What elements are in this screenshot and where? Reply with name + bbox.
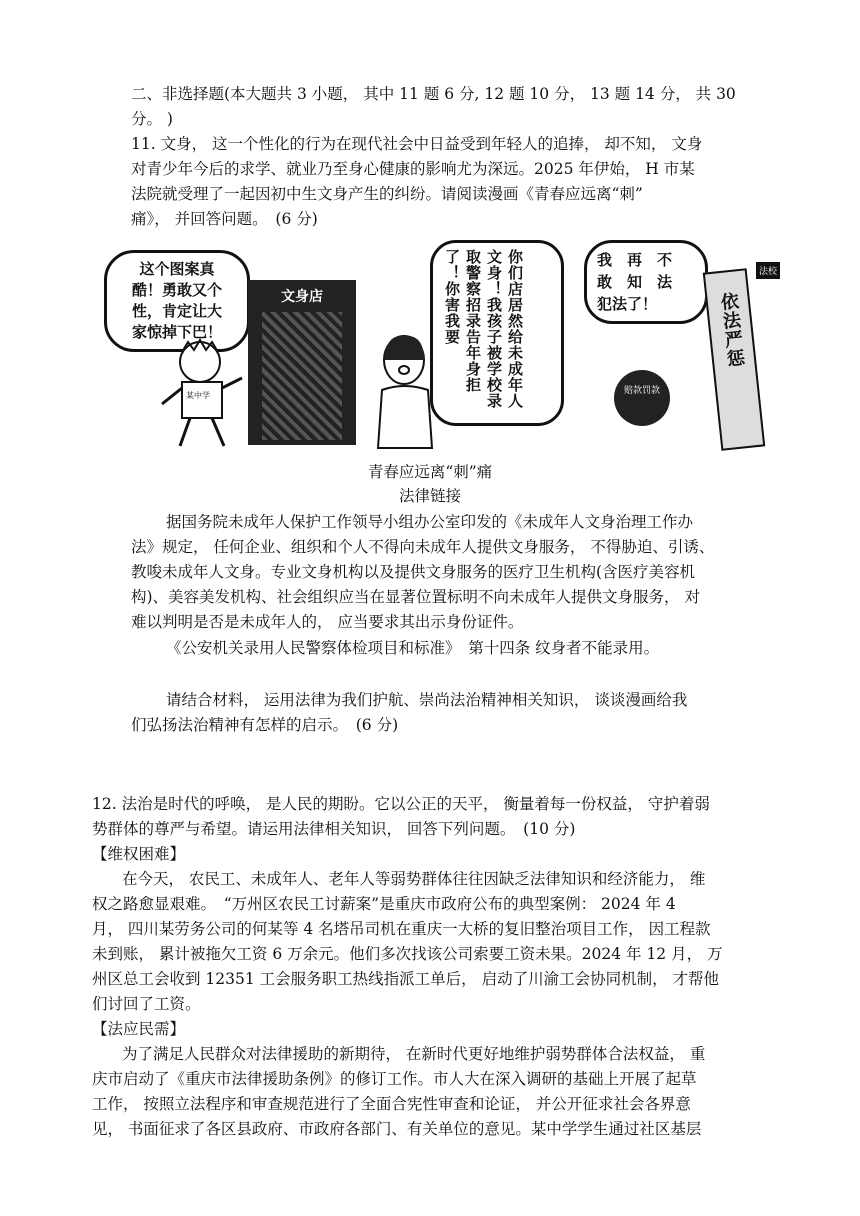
q12-para2-line-4: 见， 书面征求了各区县政府、市政府各部门、有关单位的意见。某中学学生通过社区基层: [92, 1120, 702, 1138]
q12-para2-line-1: 为了满足人民群众对法律援助的新期待， 在新时代更好地维护弱势群体合法权益， 重: [122, 1045, 706, 1063]
q12-heading-2: 【法应民需】: [92, 1020, 186, 1038]
q12-para1-line-1: 在今天， 农民工、未成年人、老年人等弱势群体往往因缺乏法律知识和经济能力， 维: [122, 870, 706, 888]
law-para-line-2: 法》规定， 任何企业、组织和个人不得向未成年人提供文身服务， 不得胁迫、引诱、: [131, 538, 715, 556]
panel3-bubble-line: 敢 知 法: [597, 273, 673, 291]
q12-para1-line-5: 州区总工会收到 12351 工会服务职工热线指派工单后， 启动了川渝工会协同机制， 才帮他: [92, 970, 720, 988]
q12-heading-1: 【维权困难】: [92, 845, 186, 863]
police-standard-line: 《公安机关录用人民警察体检项目和标准》 第十四条 纹身者不能录用。: [166, 639, 660, 657]
student-shirt-label: 某中学: [186, 391, 210, 400]
panel3-speech-bubble: [584, 240, 708, 324]
panel2-speech-bubble: [430, 240, 564, 426]
q11-intro-line-1: 11. 文身， 这一个性化的行为在现代社会中日益受到年轻人的追捧， 却不知， 文身: [131, 135, 703, 153]
comic-caption: 青春应远离“刺”痛: [367, 463, 493, 481]
section-heading-line-2: 分。 ): [131, 110, 173, 128]
law-link-title: 法律链接: [398, 487, 461, 505]
panel1-bubble-line: 这个图案真: [139, 260, 215, 278]
law-para-line-5: 难以判明是否是未成年人的， 应当要求其出示身份证件。: [131, 613, 524, 631]
q11-intro-line-3: 法院就受理了一起因初中生文身产生的纠纷。请阅读漫画《青春应远离“刺”: [131, 185, 643, 203]
mother-figure: [372, 330, 442, 450]
q11-task-line-2: 们弘扬法治精神有怎样的启示。 (6 分): [131, 716, 399, 734]
shop-sign: 文身店: [281, 289, 323, 305]
q12-intro-line-2: 势群体的尊严与希望。请运用法律相关知识， 回答下列问题。 (10 分): [92, 820, 576, 838]
section-heading-line-1: 二、非选择题(本大题共 3 小题， 其中 11 题 6 分, 12 题 10 分， 13 题 14 分， 共 30: [131, 85, 736, 103]
law-para-line-4: 构)、美容美发机构、社会组织应当在显著位置标明不向未成年人提供文身服务， 对: [131, 588, 700, 606]
money-bag-label: 赔款罚款: [623, 386, 660, 396]
q12-para2-line-3: 工作， 按照立法程序和审查规范进行了全面合宪性审查和论证， 并公开征求社会各界意: [92, 1095, 691, 1113]
law-sword: [703, 268, 765, 451]
shop-door: [262, 312, 342, 440]
q11-intro-line-4: 痛》， 并回答问题。 (6 分): [131, 210, 318, 228]
money-bag: [614, 370, 670, 426]
sword-text: 依法严惩: [716, 291, 746, 369]
q12-para2-line-2: 庆市启动了《重庆市法律援助条例》的修订工作。市人大在深入调研的基础上开展了起草: [92, 1070, 697, 1088]
comic-strip: [90, 240, 790, 450]
law-para-line-1: 据国务院未成年人保护工作领导小组办公室印发的《未成年人文身治理工作办: [166, 513, 694, 531]
tattoo-shop: [248, 280, 356, 445]
law-para-line-3: 教唆未成年人文身。专业文身机构以及提供文身服务的医疗卫生机构(含医疗美容机: [131, 563, 696, 581]
panel2-bubble-text: 你们店居然给未成年人文身！我孩子被学校录取警察招录告年身拒了！你害我要: [443, 249, 524, 409]
q12-para1-line-4: 未到账， 累计被拖欠工资 6 万余元。他们多次找该公司索要工资未果。2024 年 12 月， 万: [92, 945, 723, 963]
panel1-bubble-line: 家惊掉下巴！: [131, 323, 222, 341]
panel3-bubble-line: 犯法了！: [597, 295, 658, 313]
comic-panel-3: [584, 240, 790, 450]
q12-para1-line-6: 们讨回了工资。: [92, 995, 201, 1013]
panel3-bubble-line: 我 再 不: [597, 251, 673, 269]
q12-para1-line-2: 权之路愈显艰难。 “万州区农民工讨薪案”是重庆市政府公布的典型案例： 2024 年 4: [92, 895, 676, 913]
q12-intro-line-1: 12. 法治是时代的呼唤， 是人民的期盼。它以公正的天平， 衡量着每一份权益， 守护着弱: [92, 795, 710, 813]
q11-intro-line-2: 对青少年今后的求学、就业乃至身心健康的影响尤为深远。2025 年伊始， H 市某: [131, 160, 695, 178]
panel1-bubble-line: 性，肯定让大: [131, 302, 222, 320]
q12-para1-line-3: 月， 四川某劳务公司的何某等 4 名塔吊司机在重庆一大桥的复旧整治项目工作， 因工程款: [92, 920, 711, 938]
comic-panel-1: [90, 240, 360, 450]
comic-panel-2: [372, 240, 572, 450]
sword-hilt-tag: 法校: [756, 262, 780, 279]
panel1-speech-bubble: [104, 250, 250, 352]
q11-task-line-1: 请结合材料， 运用法律为我们护航、崇尚法治精神相关知识， 谈谈漫画给我: [166, 691, 688, 709]
panel1-bubble-line: 酷！勇敢又个: [131, 281, 222, 299]
